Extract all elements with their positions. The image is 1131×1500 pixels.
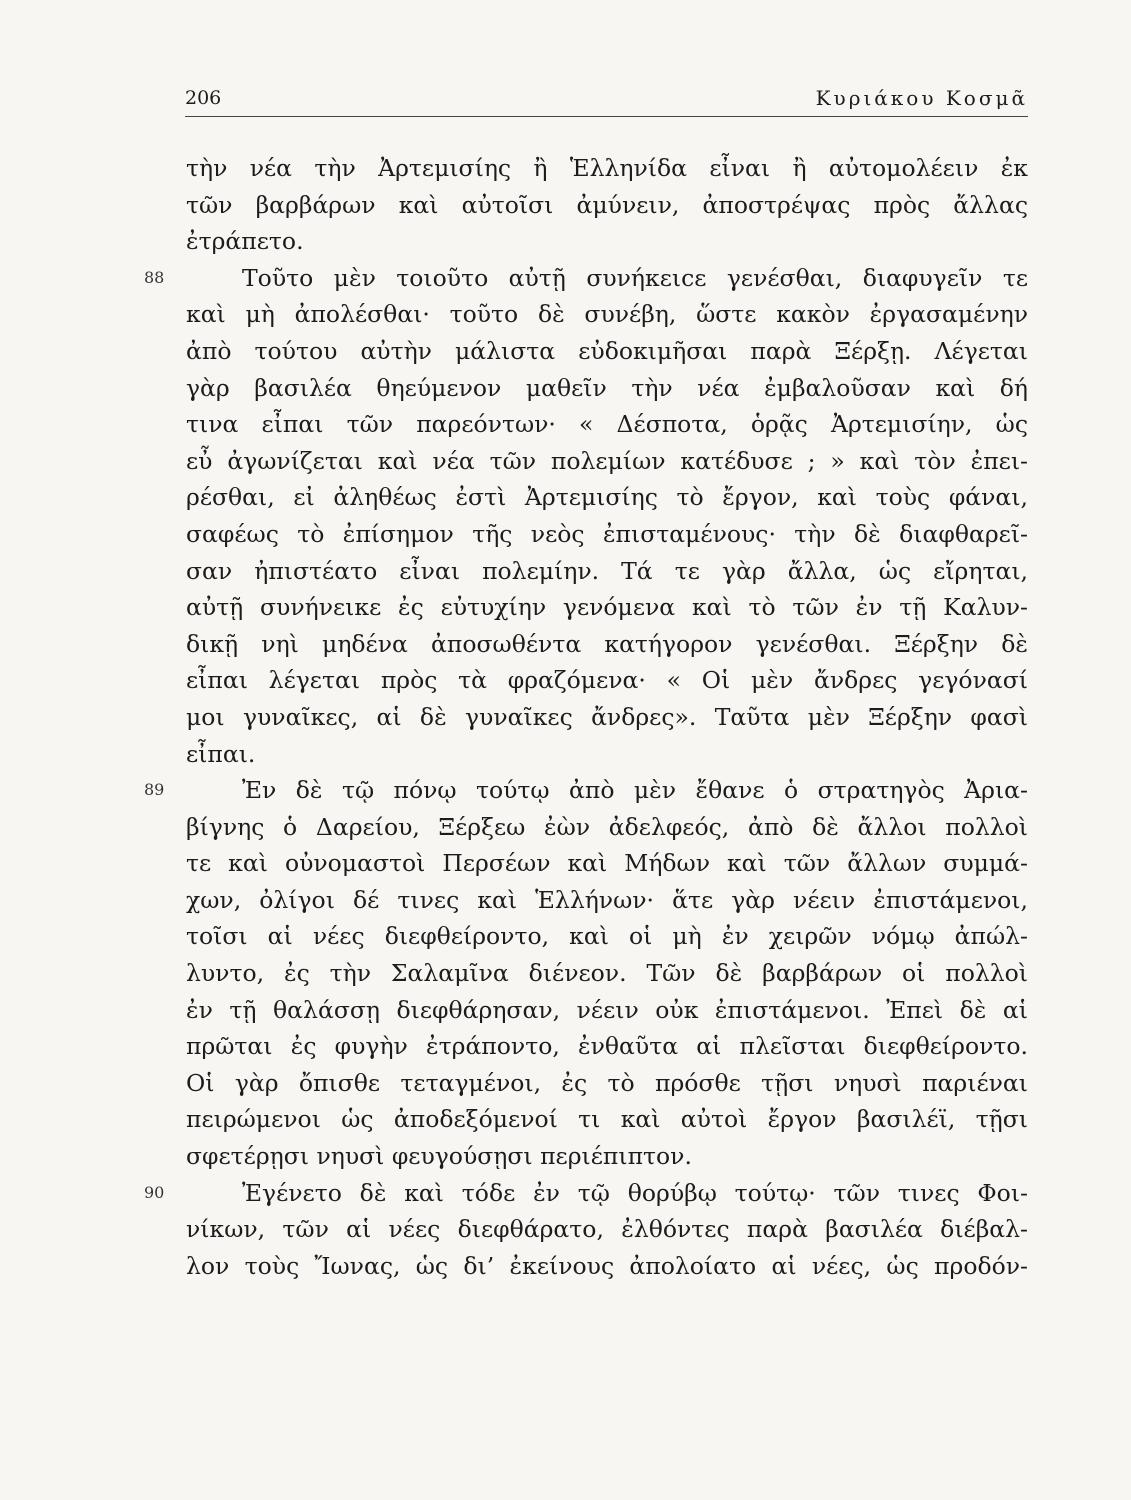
text-line: τινα εἶπαι τῶν παρεόντων· « Δέσποτα, ὁρᾷς Ἀρτεμισίην, ὡς xyxy=(186,410,1028,439)
text-line: αὐτῇ συνήνεικε ἐς εὐτυχίην γενόμενα καὶ τὸ τῶν ἐν τῇ Καλυν- xyxy=(186,593,1028,622)
text-line: 89 Ἐν δὲ τῷ πόνῳ τούτῳ ἀπὸ μὲν ἔθανε ὁ στρατηγὸς Ἀρια- xyxy=(186,772,1028,809)
page-number: 206 xyxy=(185,87,222,109)
text-line: τῶν βαρβάρων καὶ αὐτοῖσι ἀμύνειν, ἀποστρέψας πρὸς ἄλλας xyxy=(186,190,1028,219)
section-number: 88 xyxy=(144,267,165,287)
text-line: 88 Τοῦτο μὲν τοιοῦτο αὐτῇ συνήκειcε γενέσθαι, διαφυγεῖν τε xyxy=(186,260,1028,297)
text-line: Οἱ γὰρ ὄπισθε τεταγμένοι, ἐς τὸ πρόσθε τῇσι νηυσὶ παριέναι xyxy=(186,1068,1028,1097)
text-line: σαφέως τὸ ἐπίσημον τῆς νεὸς ἐπισταμένους· τὴν δὲ διαφθαρεῖ- xyxy=(186,519,1028,548)
body-text xyxy=(144,150,1028,1284)
text-line: μοι γυναῖκες, αἱ δὲ γυναῖκες ἄνδρες». Ταῦτα μὲν Ξέρξην φασὶ xyxy=(186,702,1028,731)
text-line: πρῶται ἐς φυγὴν ἐτράποντο, ἐνθαῦτα αἱ πλεῖσται διεφθείροντο. xyxy=(186,1032,1028,1061)
text-line: λον τοὺς Ἴωνας, ὡς δι’ ἐκείνους ἀπολοίατο αἱ νέες, ὡς προδόν- xyxy=(186,1251,1028,1280)
text-line: ἐτράπετο. xyxy=(186,227,304,256)
text-line: εἶπαι. xyxy=(186,739,256,768)
text-line: ἀπὸ τούτου αὐτὴν μάλιστα εὐδοκιμῆσαι παρὰ Ξέρξῃ. Λέγεται xyxy=(186,336,1028,365)
text-line: καὶ μὴ ἀπολέσθαι· τοῦτο δὲ συνέβη, ὥστε κακὸν ἐργασαμένην xyxy=(186,300,1028,329)
text-line: πειρώμενοι ὡς ἀποδεξόμενοί τι καὶ αὐτοὶ ἔργον βασιλέϊ, τῇσι xyxy=(186,1105,1028,1134)
text-line: γὰρ βασιλέα θηεύμενον μαθεῖν τὴν νέα ἐμβαλοῦσαν καὶ δή xyxy=(186,373,1028,402)
text-line: χων, ὀλίγοι δέ τινες καὶ Ἑλλήνων· ἅτε γὰρ νέειν ἐπιστάμενοι, xyxy=(186,885,1028,914)
text-line: σφετέρῃσι νηυσὶ φευγούσῃσι περιέπιπτον. xyxy=(186,1142,692,1171)
text-line: νίκων, τῶν αἱ νέες διεφθάρατο, ἐλθόντες παρὰ βασιλέα διέβαλ- xyxy=(186,1215,1028,1244)
text-line: τε καὶ οὐνομαστοὶ Περσέων καὶ Μήδων καὶ τῶν ἄλλων συμμά- xyxy=(186,849,1028,878)
text-line: τοῖσι αἱ νέες διεφθείροντο, καὶ οἱ μὴ ἐν χειρῶν νόμῳ ἀπώλ- xyxy=(186,922,1028,951)
text-line: εὖ ἀγωνίζεται καὶ νέα τῶν πολεμίων κατέδυσε ; » καὶ τὸν ἐπει- xyxy=(186,446,1028,475)
text-line: 90 Ἐγένετο δὲ καὶ τόδε ἐν τῷ θορύβῳ τούτῳ· τῶν τινες Φοι- xyxy=(186,1175,1028,1212)
text-line: ρέσθαι, εἰ ἀληθέως ἐστὶ Ἀρτεμισίης τὸ ἔργον, καὶ τοὺς φάναι, xyxy=(186,483,1028,512)
section-number: 89 xyxy=(144,780,165,800)
text-line: δικῇ νηὶ μηδένα ἀποσωθέντα κατήγορον γενέσθαι. Ξέρξην δὲ xyxy=(186,629,1028,658)
text-line: βίγνης ὁ Δαρείου, Ξέρξεω ἐὼν ἀδελφεός, ἀπὸ δὲ ἄλλοι πολλοὶ xyxy=(186,812,1028,841)
text-line: τὴν νέα τὴν Ἀρτεμισίης ἢ Ἑλληνίδα εἶναι ἢ αὐτομολέειν ἐκ xyxy=(186,154,1028,182)
text-line: ἐν τῇ θαλάσσῃ διεφθάρησαν, νέειν οὐκ ἐπιστάμενοι. Ἐπεὶ δὲ αἱ xyxy=(186,995,1028,1024)
page-header xyxy=(185,84,1028,117)
text-line: λυντο, ἐς τὴν Σαλαμῖνα διένεον. Τῶν δὲ βαρβάρων οἱ πολλοὶ xyxy=(186,959,1028,988)
section-number: 90 xyxy=(144,1182,165,1202)
text-line: εἶπαι λέγεται πρὸς τὰ φραζόμενα· « Οἱ μὲν ἄνδρες γεγόνασί xyxy=(186,666,1028,695)
text-line: σαν ἠπιστέατο εἶναι πολεμίην. Τά τε γὰρ ἄλλα, ὡς εἴρηται, xyxy=(186,556,1028,585)
running-head: Κυριάκου Κοσμᾶ xyxy=(815,86,1028,110)
